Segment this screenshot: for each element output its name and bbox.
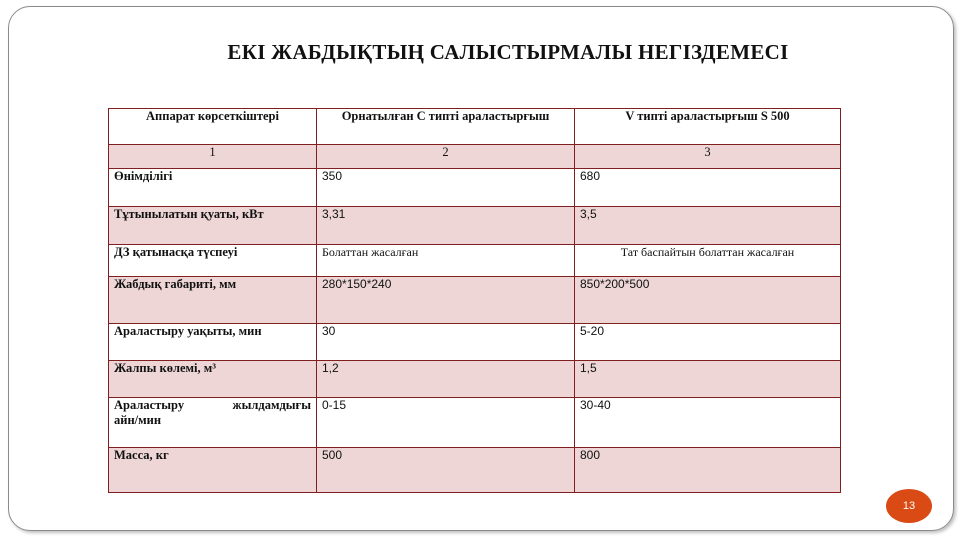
c-type-value: 3,31 (317, 207, 575, 245)
c-type-value: 30 (317, 324, 575, 361)
v-type-value: 30-40 (575, 398, 841, 448)
row-label: ДЗ қатынасқа түспеуі (109, 245, 317, 277)
c-type-value: Болаттан жасалған (317, 245, 575, 277)
v-type-value: 5-20 (575, 324, 841, 361)
column-number-1: 1 (109, 145, 317, 169)
table-header-row (109, 109, 841, 145)
table-row (109, 398, 841, 448)
c-type-value: 350 (317, 169, 575, 207)
column-number-3: 3 (575, 145, 841, 169)
row-label: Жабдық габариті, мм (109, 277, 317, 324)
table-row (109, 448, 841, 493)
row-label: Өнімділігі (109, 169, 317, 207)
row-label-word: Араластыру (114, 398, 185, 412)
slide-title: ЕКІ ЖАБДЫҚТЫҢ САЛЫСТЫРМАЛЫ НЕГІЗДЕМЕСІ (227, 40, 789, 64)
comparison-table (108, 108, 841, 493)
column-number-row (109, 145, 841, 169)
table-row (109, 277, 841, 324)
row-label-word: жылдамдығы (232, 398, 311, 412)
row-label: Жалпы көлемі, м³ (109, 361, 317, 398)
table-row (109, 169, 841, 207)
header-cell-params: Аппарат көрсеткіштері (109, 109, 317, 145)
row-label: Масса, кг (109, 448, 317, 493)
row-label: Араластыру уақыты, мин (109, 324, 317, 361)
v-type-value: 680 (575, 169, 841, 207)
table-row (109, 245, 841, 277)
table-row (109, 361, 841, 398)
row-label: Тұтынылатын қуаты, кВт (109, 207, 317, 245)
c-type-value: 1,2 (317, 361, 575, 398)
c-type-value: 0-15 (317, 398, 575, 448)
table-row (109, 207, 841, 245)
column-number-2: 2 (317, 145, 575, 169)
v-type-value: 800 (575, 448, 841, 493)
header-cell-v-type: V типті араластырғыш S 500 (575, 109, 841, 145)
v-type-value: 3,5 (575, 207, 841, 245)
row-label (109, 398, 317, 448)
row-label-line (114, 398, 311, 413)
row-label-line: айн/мин (114, 413, 162, 427)
page-number-badge: 13 (886, 489, 932, 523)
header-cell-c-type: Орнатылған С типті араластырғыш (317, 109, 575, 145)
v-type-value: 850*200*500 (575, 277, 841, 324)
v-type-value: 1,5 (575, 361, 841, 398)
v-type-value: Тат баспайтын болаттан жасалған (575, 245, 841, 277)
c-type-value: 500 (317, 448, 575, 493)
table-row (109, 324, 841, 361)
c-type-value: 280*150*240 (317, 277, 575, 324)
